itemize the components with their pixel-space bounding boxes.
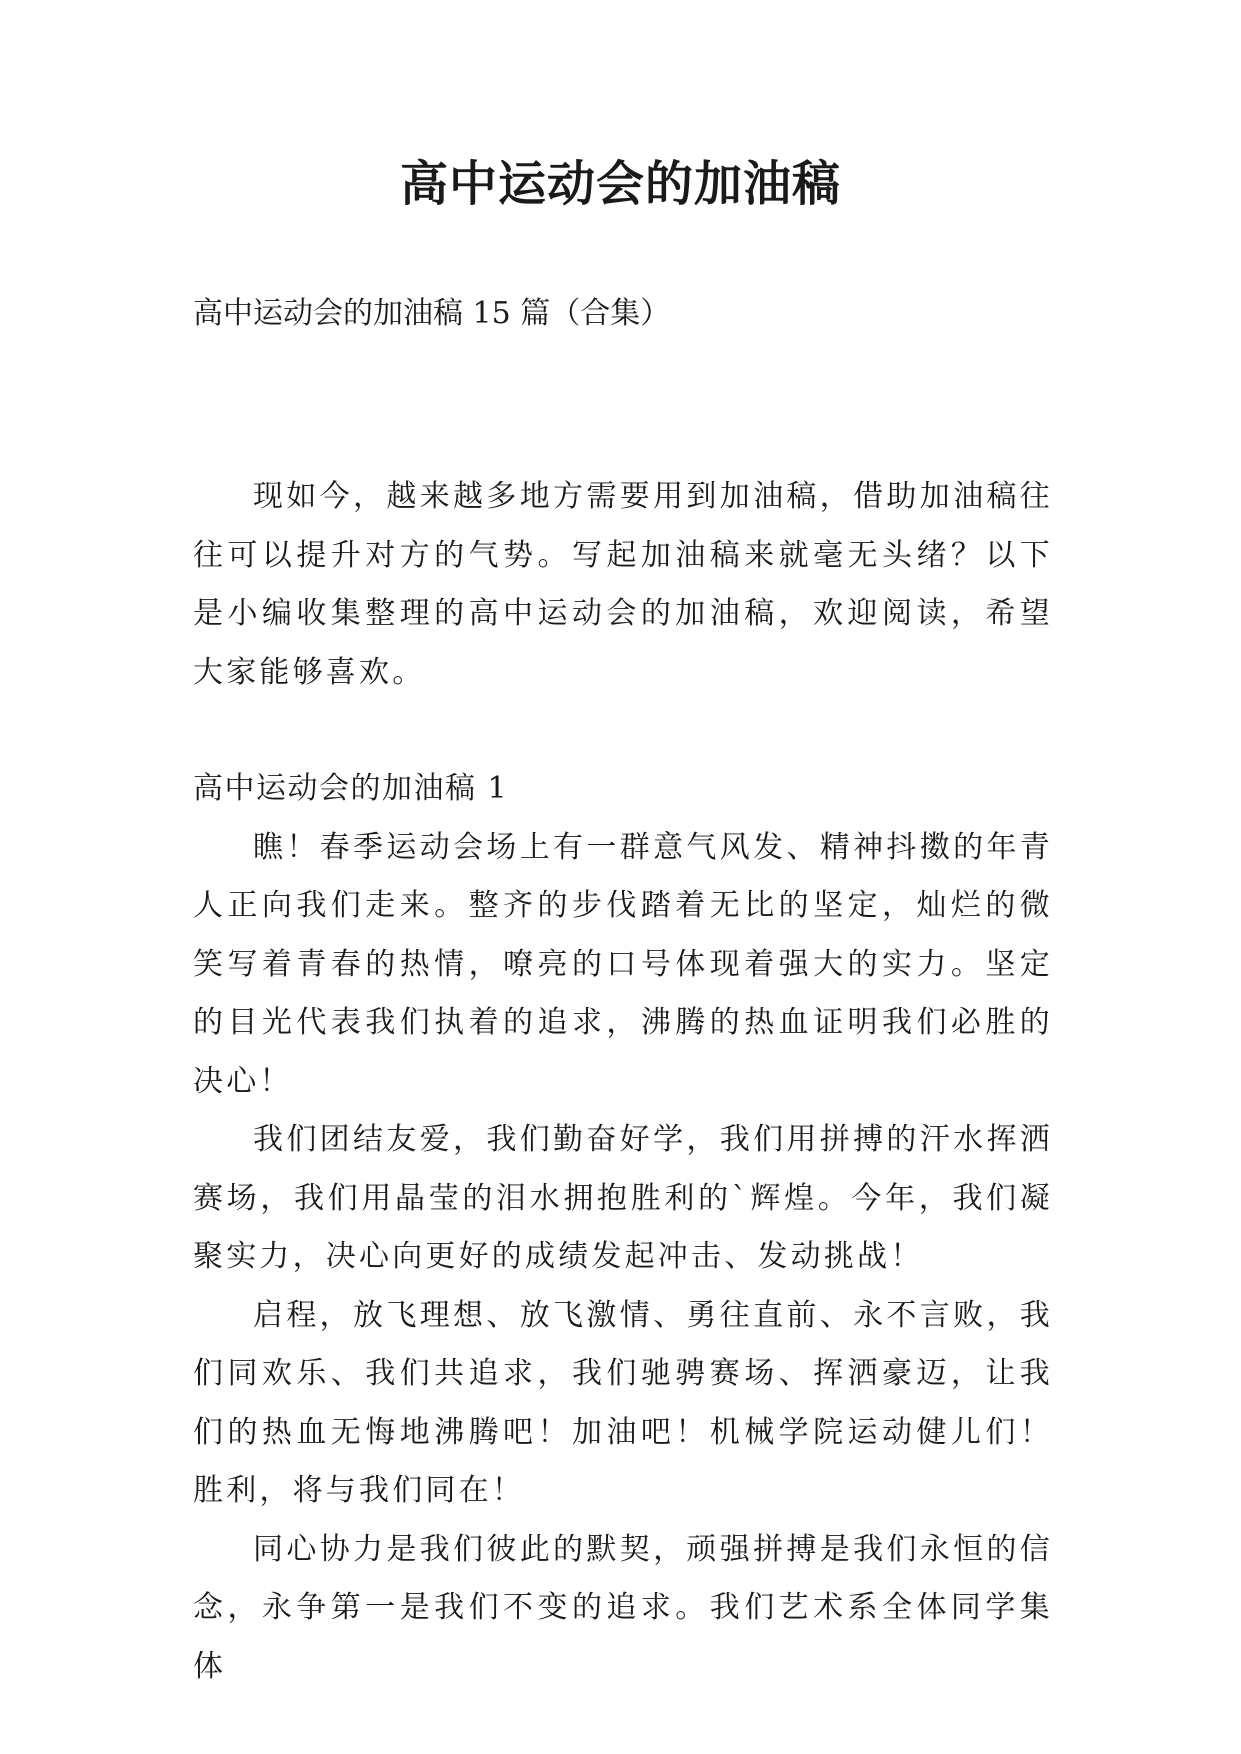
document-title: 高中运动会的加油稿 xyxy=(399,156,841,212)
intro-paragraph: 现如今，越来越多地方需要用到加油稿，借助加油稿往往可以提升对方的气势。写起加油稿来就毫无头绪？以下是小编收集整理的高中运动会的加油稿，欢迎阅读，希望大家能够喜欢。 xyxy=(193,479,1053,690)
document-subtitle: 高中运动会的加油稿 15 篇（合集） xyxy=(193,296,671,331)
section-paragraph: 启程，放飞理想、放飞激情、勇往直前、永不言败，我们同欢乐、我们共追求，我们驰骋赛场、挥洒豪迈，让我们的热血无悔地沸腾吧！加油吧！机械学院运动健儿们！胜利，将与我们同在！ xyxy=(193,1297,1053,1508)
section-paragraph: 瞧！春季运动会场上有一群意气风发、精神抖擞的年青人正向我们走来。整齐的步伐踏着无比的坚定，灿烂的微笑写着青春的热情，嘹亮的口号体现着强大的实力。坚定的目光代表我们执着的追求，沸腾的热血证明我们必胜的决心！ xyxy=(193,829,1053,1099)
section-heading: 高中运动会的加油稿 1 xyxy=(193,771,509,806)
section-paragraph: 同心协力是我们彼此的默契，顽强拼搏是我们永恒的信念，永争第一是我们不变的追求。我们艺术系全体同学集体 xyxy=(193,1531,1053,1684)
document-body xyxy=(193,468,1053,1696)
section-paragraph: 我们团结友爱，我们勤奋好学，我们用拼搏的汗水挥洒赛场，我们用晶莹的泪水拥抱胜利的`辉煌。今年，我们凝聚实力，决心向更好的成绩发起冲击、发动挑战！ xyxy=(193,1122,1053,1274)
